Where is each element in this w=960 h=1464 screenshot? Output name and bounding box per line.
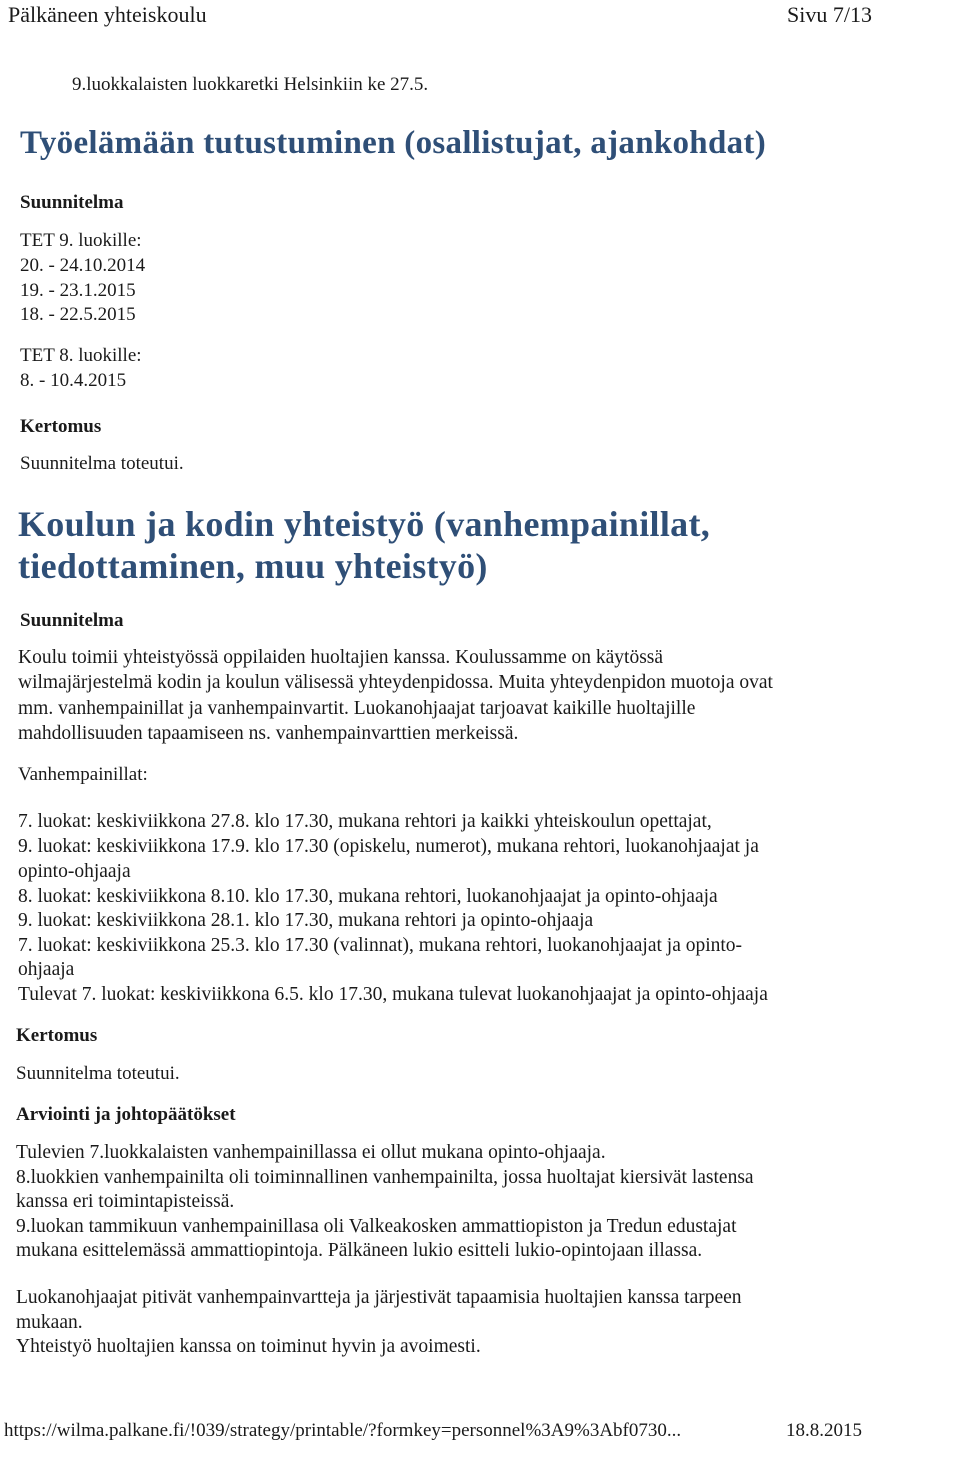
section2-report-text: Suunnitelma toteutui. xyxy=(16,1063,180,1084)
section2-title-line2: tiedottaminen, muu yhteistyö) xyxy=(18,546,488,586)
section1-report-text: Suunnitelma toteutui. xyxy=(20,453,184,474)
section1-plan-line: 19. - 23.1.2015 xyxy=(20,280,136,301)
header-school-name: Pälkäneen yhteiskoulu xyxy=(8,2,207,27)
section1-plan-label: Suunnitelma xyxy=(20,192,124,213)
evaluation-label: Arviointi ja johtopäätökset xyxy=(16,1104,236,1125)
evaluation-line: Tulevien 7.luokkalaisten vanhempainillassa ei ollut mukana opinto-ohjaaja. xyxy=(16,1142,606,1163)
evaluation-line: kanssa eri toimintapisteissä. xyxy=(16,1191,235,1212)
section2-plan-para-line: mm. vanhempainillat ja vanhempainvartit. Luokanohjaajat tarjoavat kaikille huoltajille xyxy=(18,698,696,719)
evening-line: 7. luokat: keskiviikkona 25.3. klo 17.30 (valinnat), mukana rehtori, luokanohjaajat ja opinto- xyxy=(18,935,743,956)
section1-report-label: Kertomus xyxy=(20,416,102,437)
evaluation-line: 8.luokkien vanhempainilta oli toiminnallinen vanhempainilta, jossa huoltajat kiersivät lastensa xyxy=(16,1167,754,1188)
section1-plan-line: TET 8. luokille: xyxy=(20,345,142,366)
evaluation-line: Luokanohjaajat pitivät vanhempainvartteja ja järjestivät tapaamisia huoltajien kanssa tarpeen xyxy=(16,1287,742,1308)
section1-plan-line: TET 9. luokille: xyxy=(20,230,142,251)
evening-line: Tulevat 7. luokat: keskiviikkona 6.5. klo 17.30, mukana tulevat luokanohjaajat ja opinto-ohjaaja xyxy=(18,984,768,1005)
evaluation-line: Yhteistyö huoltajien kanssa on toiminut hyvin ja avoimesti. xyxy=(16,1336,481,1357)
evening-line: 8. luokat: keskiviikkona 8.10. klo 17.30, mukana rehtori, luokanohjaajat ja opinto-ohjaaja xyxy=(18,886,718,907)
section2-report-label: Kertomus xyxy=(16,1025,98,1046)
parents-evenings-label: Vanhempainillat: xyxy=(18,764,148,785)
footer-date: 18.8.2015 xyxy=(786,1420,862,1441)
evaluation-line: mukana esittelemässä ammattiopintoja. Pälkäneen lukio esitteli lukio-opintojaan illassa. xyxy=(16,1240,703,1261)
header-page-number: Sivu 7/13 xyxy=(787,2,872,27)
evening-line: 7. luokat: keskiviikkona 27.8. klo 17.30, mukana rehtori ja kaikki yhteiskoulun opettajat, xyxy=(18,811,712,832)
top-note: 9.luokkalaisten luokkaretki Helsinkiin ke 27.5. xyxy=(72,74,429,95)
section2-plan-label: Suunnitelma xyxy=(20,610,124,631)
section1-title: Työelämään tutustuminen (osallistujat, ajankohdat) xyxy=(20,125,766,161)
section2-plan-para-line: mahdollisuuden tapaamiseen ns. vanhempainvarttien merkeissä. xyxy=(18,723,519,744)
section1-plan-line: 8. - 10.4.2015 xyxy=(20,370,127,391)
section1-plan-line: 20. - 24.10.2014 xyxy=(20,255,146,276)
evaluation-line: mukaan. xyxy=(16,1312,83,1333)
evening-line: 9. luokat: keskiviikkona 17.9. klo 17.30 (opiskelu, numerot), mukana rehtori, luokanohjaajat ja xyxy=(18,836,759,857)
section1-plan-line: 18. - 22.5.2015 xyxy=(20,304,136,325)
section2-plan-para-line: wilmajärjestelmä kodin ja koulun välisessä yhteydenpidossa. Muita yhteydenpidon muotoja ovat xyxy=(18,672,773,693)
section2-title-line1: Koulun ja kodin yhteistyö (vanhempainillat, xyxy=(18,504,711,544)
evening-line: opinto-ohjaaja xyxy=(18,861,131,882)
evaluation-line: 9.luokan tammikuun vanhempainillasa oli Valkeakosken ammattiopiston ja Tredun edustajat xyxy=(16,1216,737,1237)
section2-plan-para-line: Koulu toimii yhteistyössä oppilaiden huoltajien kanssa. Koulussamme on käytössä xyxy=(18,647,664,668)
evening-line: 9. luokat: keskiviikkona 28.1. klo 17.30, mukana rehtori ja opinto-ohjaaja xyxy=(18,910,594,931)
evening-line: ohjaaja xyxy=(18,959,75,980)
footer-url: https://wilma.palkane.fi/!039/strategy/printable/?formkey=personnel%3A9%3Abf0730... xyxy=(4,1420,682,1441)
